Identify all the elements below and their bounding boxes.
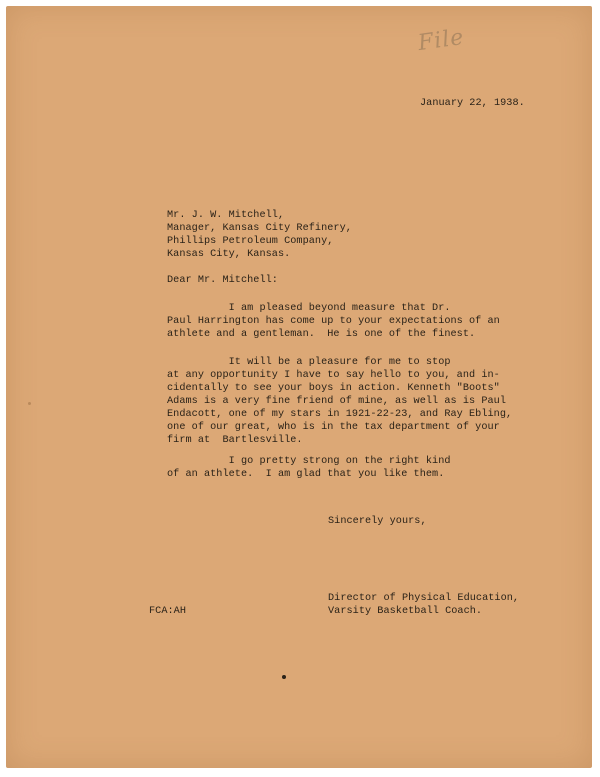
letter-date: January 22, 1938. [420,98,525,109]
closing: Sincerely yours, [328,516,427,527]
body-line: I go pretty strong on the right kind [167,456,451,467]
recipient-line: Phillips Petroleum Company, [167,236,334,247]
recipient-line: Mr. J. W. Mitchell, [167,210,285,221]
body-line: I am pleased beyond measure that Dr. [167,303,451,314]
body-line: Paul Harrington has come up to your expectations of an [167,316,500,327]
body-line: one of our great, who is in the tax department of your [167,422,500,433]
handwritten-file-annotation: File [416,24,466,57]
signature-title-line: Director of Physical Education, [328,593,520,604]
body-line: Adams is a very fine friend of mine, as well as is Paul [167,396,506,407]
typist-initials: FCA:AH [149,606,186,617]
body-line: cidentally to see your boys in action. Kenneth "Boots" [167,383,500,394]
salutation: Dear Mr. Mitchell: [167,275,278,286]
body-line: at any opportunity I have to say hello to you, and in- [167,370,500,381]
recipient-line: Manager, Kansas City Refinery, [167,223,352,234]
body-line: firm at Bartlesville. [167,435,303,446]
recipient-line: Kansas City, Kansas. [167,249,291,260]
paper-blemish [28,402,31,405]
body-line: Endacott, one of my stars in 1921-22-23, and Ray Ebling, [167,409,513,420]
letter-page [6,6,592,768]
signature-title-line: Varsity Basketball Coach. [328,606,483,617]
body-line: of an athlete. I am glad that you like them. [167,469,445,480]
body-line: It will be a pleasure for me to stop [167,357,451,368]
body-line: athlete and a gentleman. He is one of the finest. [167,329,476,340]
ink-dot [282,675,286,679]
